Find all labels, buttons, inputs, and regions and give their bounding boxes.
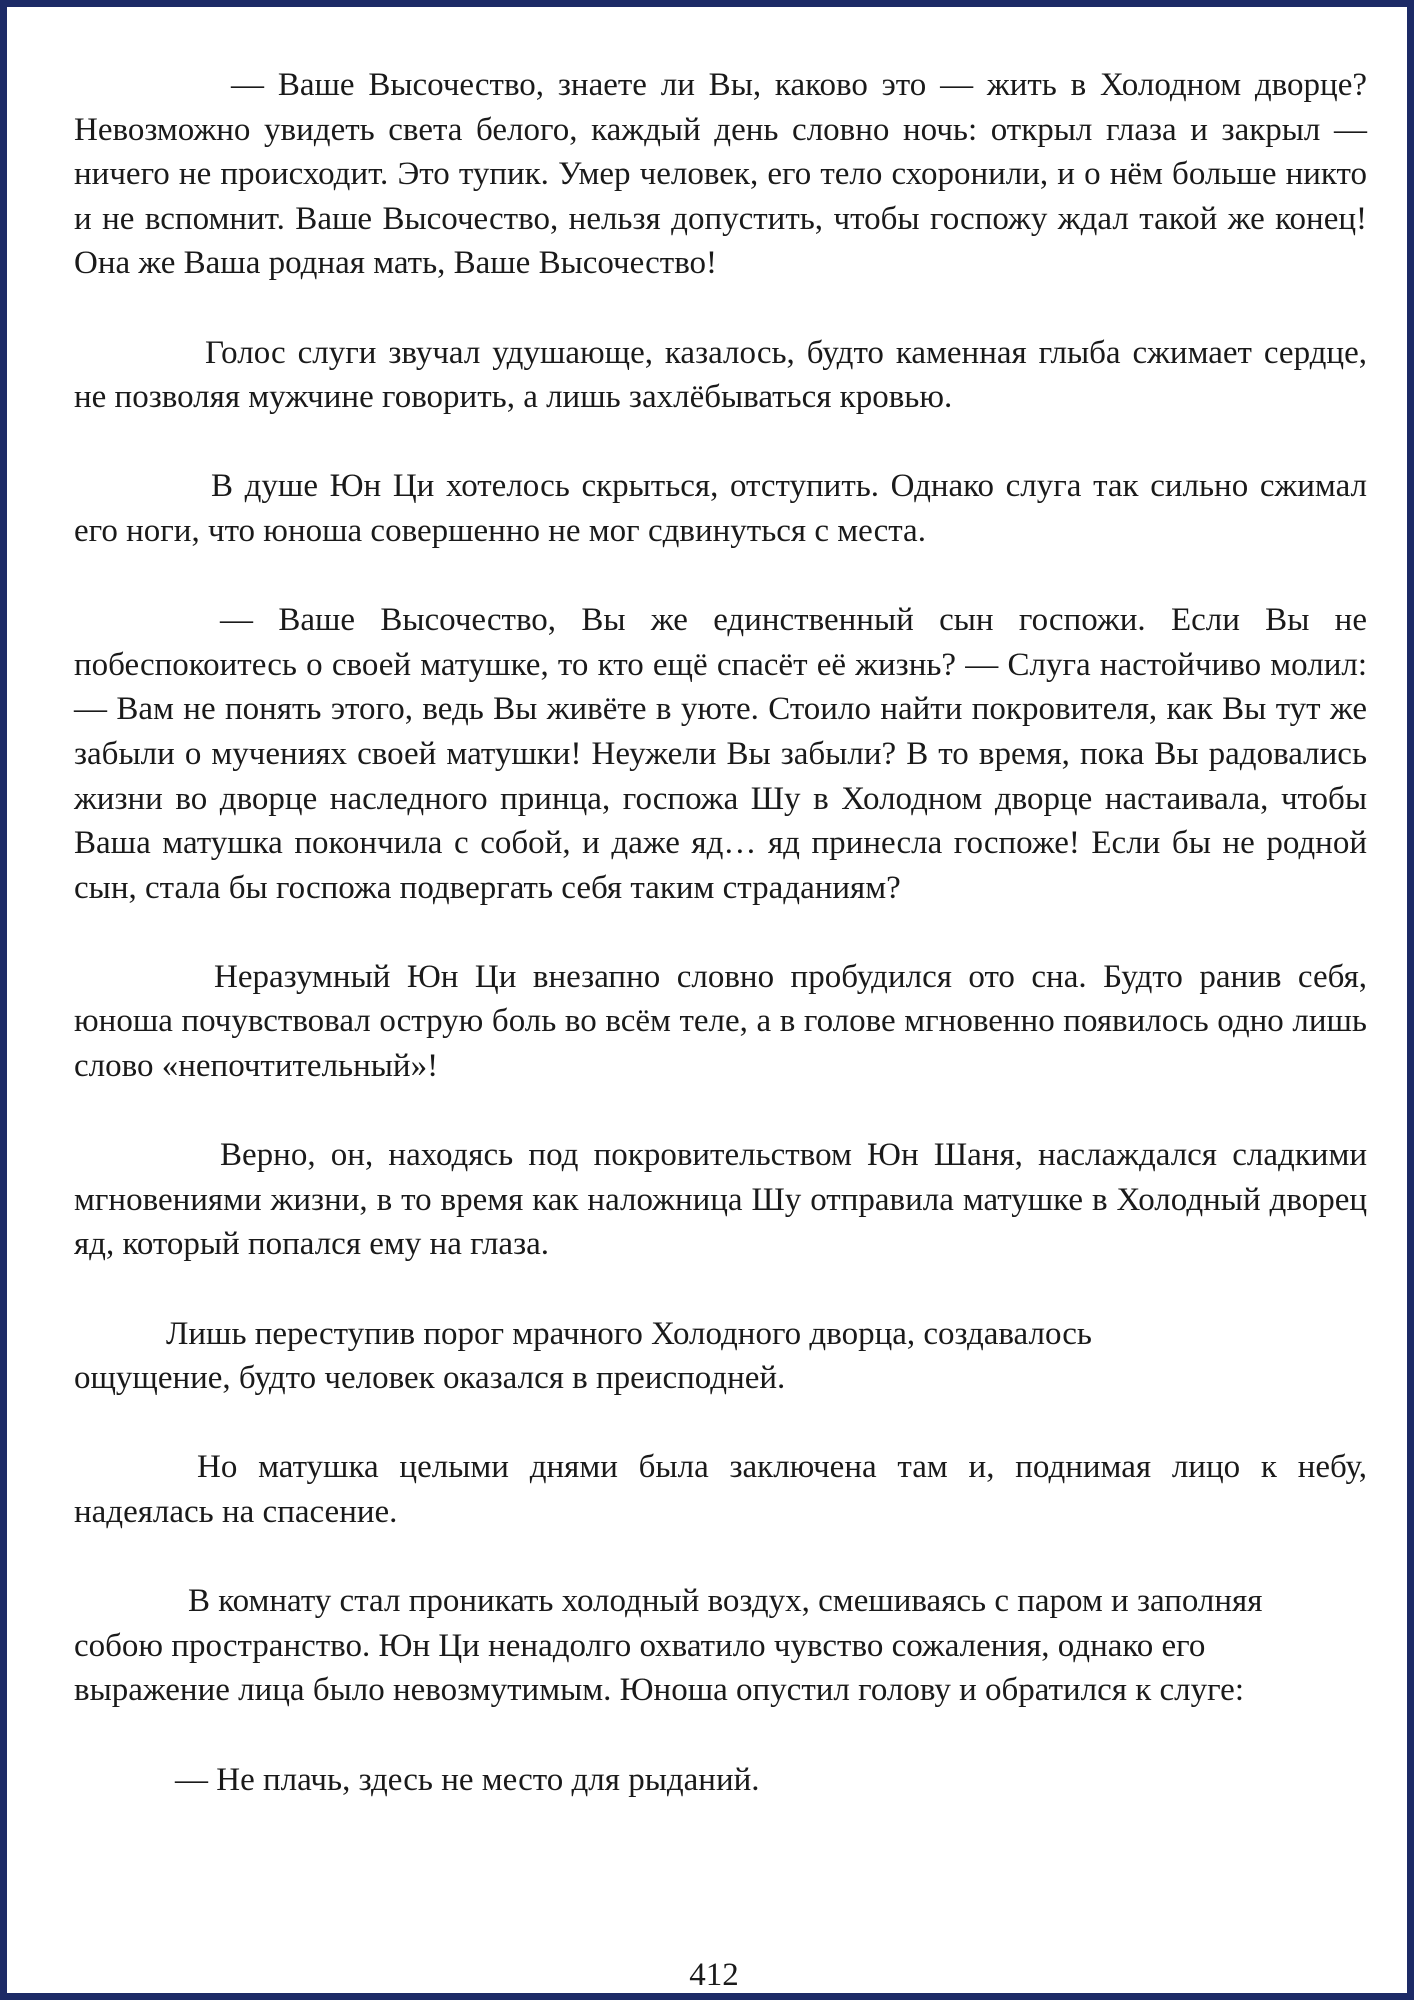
page-number: 412 (689, 1957, 739, 1993)
paragraph-10: — Не плачь, здесь не место для рыданий. (175, 1761, 760, 1798)
page-text (74, 63, 1367, 1802)
paragraph-5: Неразумный Юн Ци внезапно словно пробудился ото сна. Будто ранив себя, юноша почувствовал острую боль во всём теле, а в голове мгновенно появилось одно лишь слово «непочтительный»! (74, 958, 1367, 1085)
paragraph-7: Лишь переступив порог мрачного Холодного дворца, создавалось ощущение, будто человек оказался в преисподней. (74, 1315, 1092, 1397)
paragraph-9: В комнату стал проникать холодный воздух, смешиваясь с паром и заполняя собою пространство. Юн Ци ненадолго охватило чувство сожаления, однако его выражение лица было невозмутимым. Юноша опустил голову и обратился к слуге: (74, 1583, 1263, 1709)
paragraph-2: Голос слуги звучал удушающе, казалось, будто каменная глыба сжимает сердце, не позволяя мужчине говорить, а лишь захлёбываться кровью. (74, 334, 1367, 416)
paragraph-6: Верно, он, находясь под покровительством Юн Шаня, наслаждался сладкими мгновениями жизни, в то время как наложница Шу отправила матушке в Холодный дворец яд, который попался ему на глаза. (74, 1137, 1367, 1263)
paragraph-4: — Ваше Высочество, Вы же единственный сын госпожи. Если Вы не побеспокоитесь о своей матушке, то кто ещё спасёт её жизнь? — Слуга настойчиво молил: — Вам не понять этого, ведь Вы живёте в уюте. Стоило найти покровителя, как Вы тут же забыли о мучениях своей матушки! Неужели Вы забыли? В то время, пока Вы радовались жизни во дворце наследного принца, госпожа Шу в Холодном дворце настаивала, чтобы Ваша матушка покончила с собой, и даже яд… яд принесла госпоже! Если бы не родной сын, стала бы госпожа подвергать себя таким страданиям? (74, 602, 1367, 906)
paragraph-3: В душе Юн Ци хотелось скрыться, отступить. Однако слуга так сильно сжимал его ноги, что юноша совершенно не мог сдвинуться с места. (74, 468, 1367, 549)
paragraph-8: Но матушка целыми днями была заключена там и, поднимая лицо к небу, надеялась на спасение. (74, 1449, 1367, 1530)
paragraph-1: — Ваше Высочество, знаете ли Вы, каково это — жить в Холодном дворце? Невозможно увидеть света белого, каждый день словно ночь: открыл глаза и закрыл — ничего не происходит. Это тупик. Умер человек, его тело схоронили, и о нём больше никто и не вспомнит. Ваше Высочество, нельзя допустить, чтобы госпожу ждал такой же конец! Она же Ваша родная мать, Ваше Высочество! (74, 67, 1367, 282)
